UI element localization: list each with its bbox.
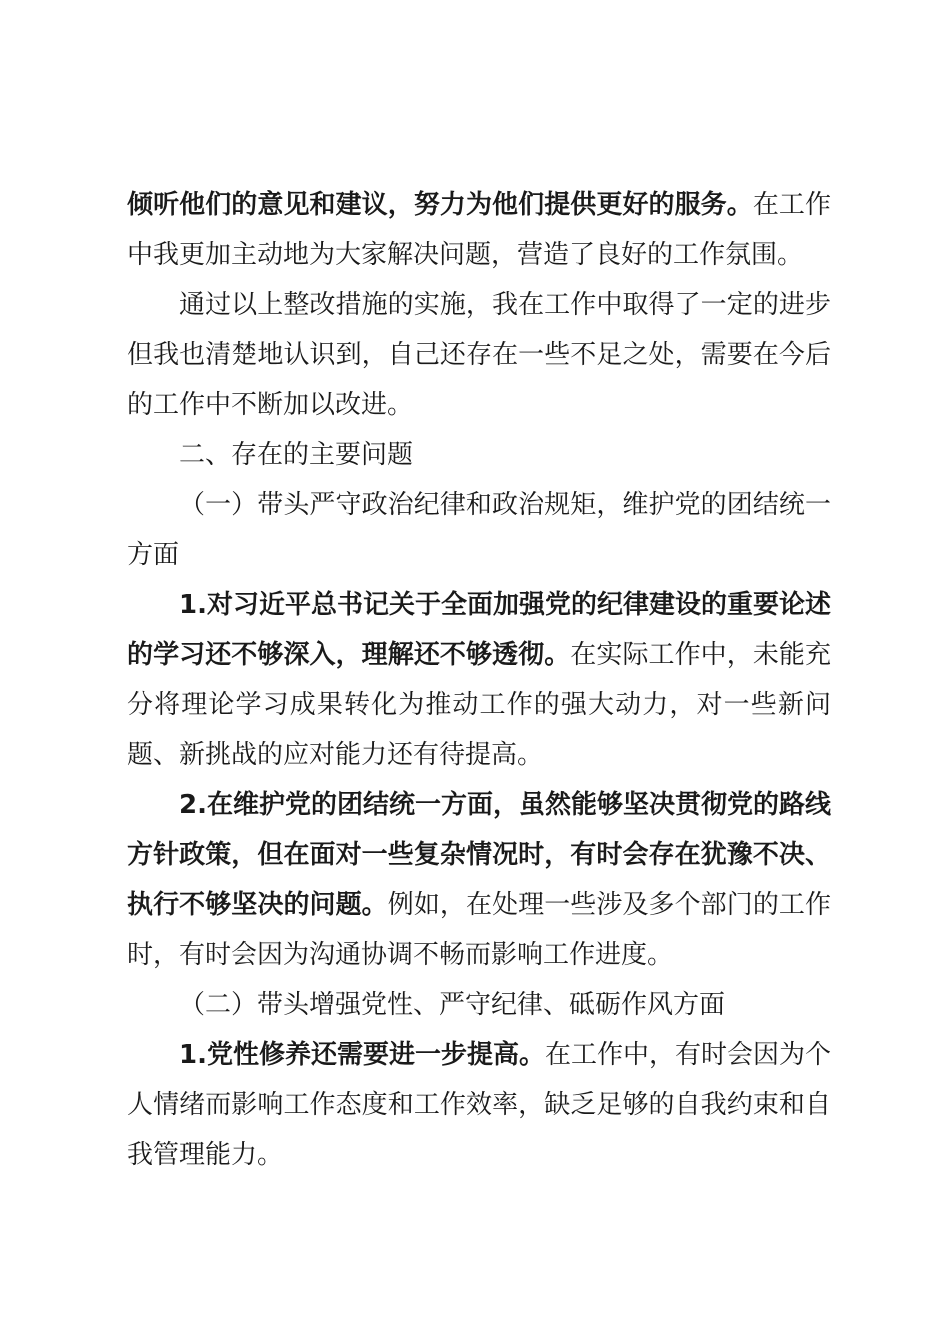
document-page <box>127 180 831 1180</box>
paragraph-bold-lead: 倾听他们的意见和建议，努力为他们提供更好的服务。 <box>127 190 753 220</box>
paragraph-continuation <box>127 180 831 280</box>
issue-body: 例如，在处理一些涉及多个部门的工作时，有时会因为沟通协调不畅而影响工作进度。 <box>127 890 831 970</box>
subsection-heading-text: （二）带头增强党性、严守纪律、砥砺作风方面 <box>179 990 726 1020</box>
subsection-heading-text: （一）带头严守政治纪律和政治规矩，维护党的团结统一方面 <box>127 490 831 570</box>
subsection-heading-2 <box>127 980 831 1030</box>
issue-item-3 <box>127 1030 831 1180</box>
section-heading <box>127 430 831 480</box>
paragraph-body: 在工作中我更加主动地为大家解决问题，营造了良好的工作氛围。 <box>127 190 831 270</box>
issue-item-2 <box>127 780 831 980</box>
subsection-heading-1 <box>127 480 831 580</box>
paragraph-body: 通过以上整改措施的实施，我在工作中取得了一定的进步但我也清楚地认识到，自己还存在一些不足之处，需要在今后的工作中不断加以改进。 <box>127 290 831 420</box>
issue-item-1 <box>127 580 831 780</box>
section-heading-text: 二、存在的主要问题 <box>179 440 414 470</box>
issue-bold-lead: 1.对习近平总书记关于全面加强党的纪律建设的重要论述的学习还不够深入，理解还不够透彻。 <box>127 590 831 670</box>
issue-body: 在工作中，有时会因为个人情绪而影响工作态度和工作效率，缺乏足够的自我约束和自我管理能力。 <box>127 1040 831 1170</box>
paragraph-summary <box>127 280 831 430</box>
issue-bold-lead: 2.在维护党的团结统一方面，虽然能够坚决贯彻党的路线方针政策，但在面对一些复杂情况时，有时会存在犹豫不决、执行不够坚决的问题。 <box>127 790 831 920</box>
issue-body: 在实际工作中，未能充分将理论学习成果转化为推动工作的强大动力，对一些新问题、新挑战的应对能力还有待提高。 <box>127 640 831 770</box>
issue-bold-lead: 1.党性修养还需要进一步提高。 <box>179 1040 545 1070</box>
